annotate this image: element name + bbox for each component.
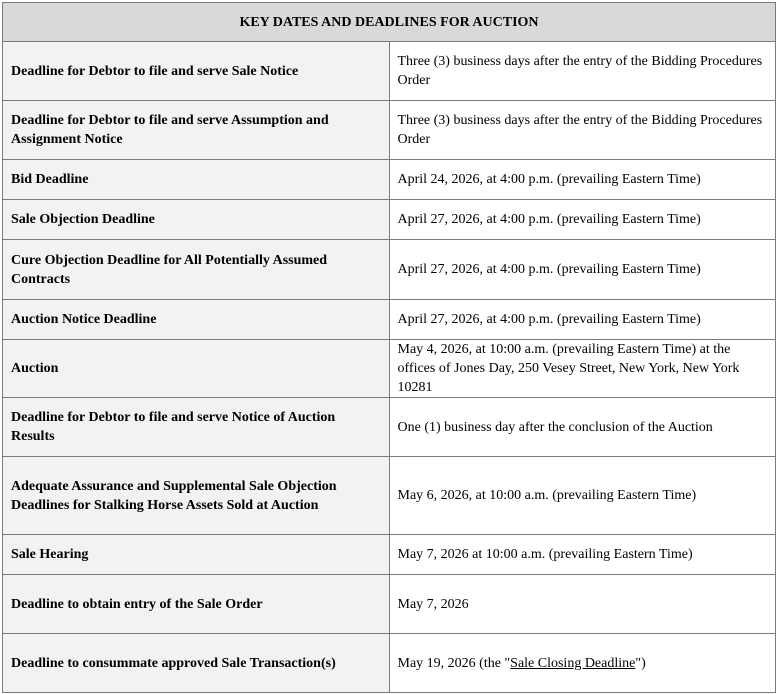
- table-row: [3, 240, 776, 300]
- row-label: Auction Notice Deadline: [3, 300, 390, 340]
- row-value: May 7, 2026 at 10:00 a.m. (prevailing Eastern Time): [389, 535, 776, 575]
- table-row: [3, 634, 776, 693]
- table-row: [3, 160, 776, 200]
- row-value: April 27, 2026, at 4:00 p.m. (prevailing Eastern Time): [389, 300, 776, 340]
- row-label: Sale Objection Deadline: [3, 200, 390, 240]
- row-label: Cure Objection Deadline for All Potentially Assumed Contracts: [3, 240, 390, 300]
- table-title: KEY DATES AND DEADLINES FOR AUCTION: [3, 3, 776, 42]
- row-label: Adequate Assurance and Supplemental Sale Objection Deadlines for Stalking Horse Assets Sold at Auction: [3, 457, 390, 535]
- row-label: Deadline to obtain entry of the Sale Order: [3, 575, 390, 634]
- table-row: [3, 300, 776, 340]
- table-row: [3, 42, 776, 101]
- value-prefix: May 19, 2026 (the ": [397, 655, 511, 671]
- row-value: May 4, 2026, at 10:00 a.m. (prevailing Eastern Time) at the offices of Jones Day, 250 Vesey Street, New York, New York 10281: [389, 340, 776, 398]
- row-value: One (1) business day after the conclusion of the Auction: [389, 398, 776, 457]
- row-label: Bid Deadline: [3, 160, 390, 200]
- value-suffix: "): [635, 655, 646, 671]
- row-label: Deadline for Debtor to file and serve Notice of Auction Results: [3, 398, 390, 457]
- row-label: Deadline to consummate approved Sale Transaction(s): [3, 634, 390, 693]
- table-row: [3, 457, 776, 535]
- table-row: [3, 101, 776, 160]
- defined-term: Sale Closing Deadline: [510, 655, 636, 671]
- row-value: April 24, 2026, at 4:00 p.m. (prevailing Eastern Time): [389, 160, 776, 200]
- table-row: [3, 200, 776, 240]
- table-header-row: [3, 3, 776, 42]
- row-label: Auction: [3, 340, 390, 398]
- key-dates-table: [2, 2, 776, 693]
- row-label: Sale Hearing: [3, 535, 390, 575]
- row-value: May 7, 2026: [389, 575, 776, 634]
- row-value: April 27, 2026, at 4:00 p.m. (prevailing Eastern Time): [389, 200, 776, 240]
- table-row: [3, 340, 776, 398]
- table-row: [3, 575, 776, 634]
- row-label: Deadline for Debtor to file and serve Assumption and Assignment Notice: [3, 101, 390, 160]
- row-value: Three (3) business days after the entry of the Bidding Procedures Order: [389, 101, 776, 160]
- row-label: Deadline for Debtor to file and serve Sale Notice: [3, 42, 390, 101]
- row-value: May 6, 2026, at 10:00 a.m. (prevailing Eastern Time): [389, 457, 776, 535]
- row-value: April 27, 2026, at 4:00 p.m. (prevailing Eastern Time): [389, 240, 776, 300]
- row-value: Three (3) business days after the entry of the Bidding Procedures Order: [389, 42, 776, 101]
- table-row: [3, 535, 776, 575]
- table-row: [3, 398, 776, 457]
- row-value: [389, 634, 776, 693]
